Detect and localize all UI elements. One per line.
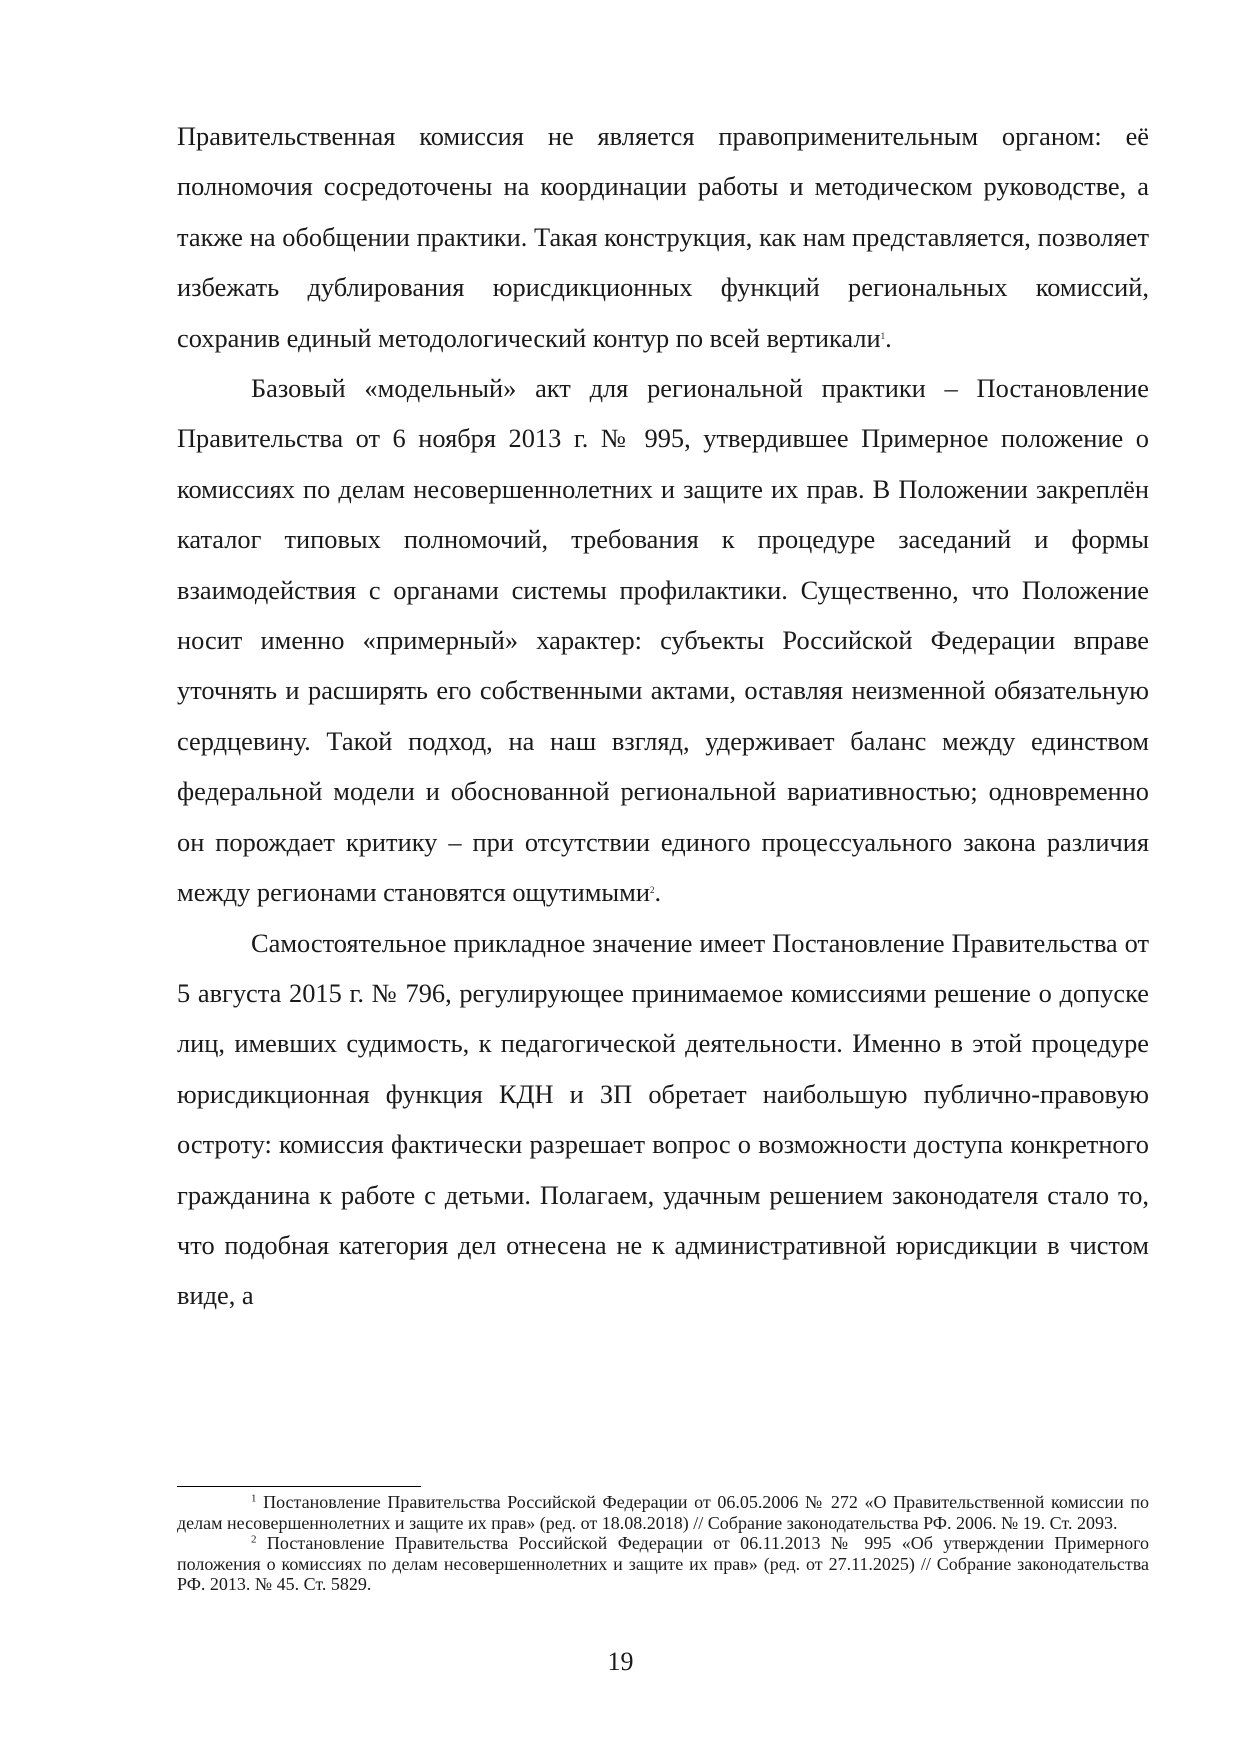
footnote-text: Постановление Правительства Российской Федерации от 06.05.2006 № 272 «О Правительственной комиссии по делам несовершеннолетних и защите их прав» (ред. от 18.08.2018) // Собрание законодательства РФ. 2006. № 19. Ст. 2093. — [177, 1492, 1149, 1533]
footnote-1 — [177, 1492, 1149, 1533]
paragraph-text: Самостоятельное прикладное значение имеет Постановление Правительства от 5 августа 2015 г. № 796, регулирующее принимаемое комиссиями решение о допуске лиц, имевших судимость, к педагогической деятельности. Именно в этой процедуре юрисдикционная функция КДН и ЗП обретает наибольшую публично-правовую остроту: комиссия фактически разрешает вопрос о возможности доступа конкретного гражданина к работе с детьми. Полагаем, удачным решением законодателя стало то, что подобная категория дел отнесена не к административной юрисдикции в чистом виде, а — [177, 927, 1149, 1311]
footnote-number: 2 — [251, 1533, 257, 1546]
footnote-separator — [177, 1486, 421, 1487]
footnotes — [177, 1492, 1149, 1595]
page-number: 19 — [607, 1647, 634, 1676]
paragraph-2 — [177, 363, 1149, 917]
body-text — [177, 111, 1149, 1321]
paragraph-1 — [177, 111, 1149, 363]
paragraph-3 — [177, 918, 1149, 1321]
paragraph-tail: . — [885, 322, 892, 353]
footnote-ref-1[interactable]: 1 — [880, 330, 886, 341]
footnote-number: 1 — [251, 1492, 257, 1505]
paragraph-text: Базовый «модельный» акт для региональной практики – Постановление Правительства от 6 ноября 2013 г. № 995, утвердившее Примерное положение о комиссиях по делам несовершеннолетних и защите их прав. В Положении закреплён каталог типовых полномочий, требования к процедуре заседаний и формы взаимодействия с органами системы профилактики. Существенно, что Положение носит именно «примерный» характер: субъекты Российской Федерации вправе уточнять и расширять его собственными актами, оставляя неизменной обязательную сердцевину. Такой подход, на наш взгляд, удерживает баланс между единством федеральной модели и обоснованной региональной вариативностью; одновременно он порождает критику – при отсутствии единого процессуального закона различия между регионами становятся ощутимыми — [177, 373, 1149, 908]
footnote-ref-2[interactable]: 2 — [649, 885, 655, 895]
paragraph-tail: . — [654, 877, 662, 908]
paragraph-text: Правительственная комиссия не является правоприменительным органом: её полномочия сосредоточены на координации работы и методическом руководстве, а также на обобщении практики. Такая конструкция, как нам представляется, позволяет избежать дублирования юрисдикционных функций региональных комиссий, сохранив единый методологический контур по всей вертикали — [177, 121, 1149, 353]
footnote-text: Постановление Правительства Российской Федерации от 06.11.2013 № 995 «Об утверждении Примерного положения о комиссиях по делам несовершеннолетних и защите их прав» (ред. от 27.11.2025) // Собрание законодательства РФ. 2013. № 45. Ст. 5829. — [177, 1533, 1149, 1595]
footnote-2 — [177, 1533, 1149, 1595]
